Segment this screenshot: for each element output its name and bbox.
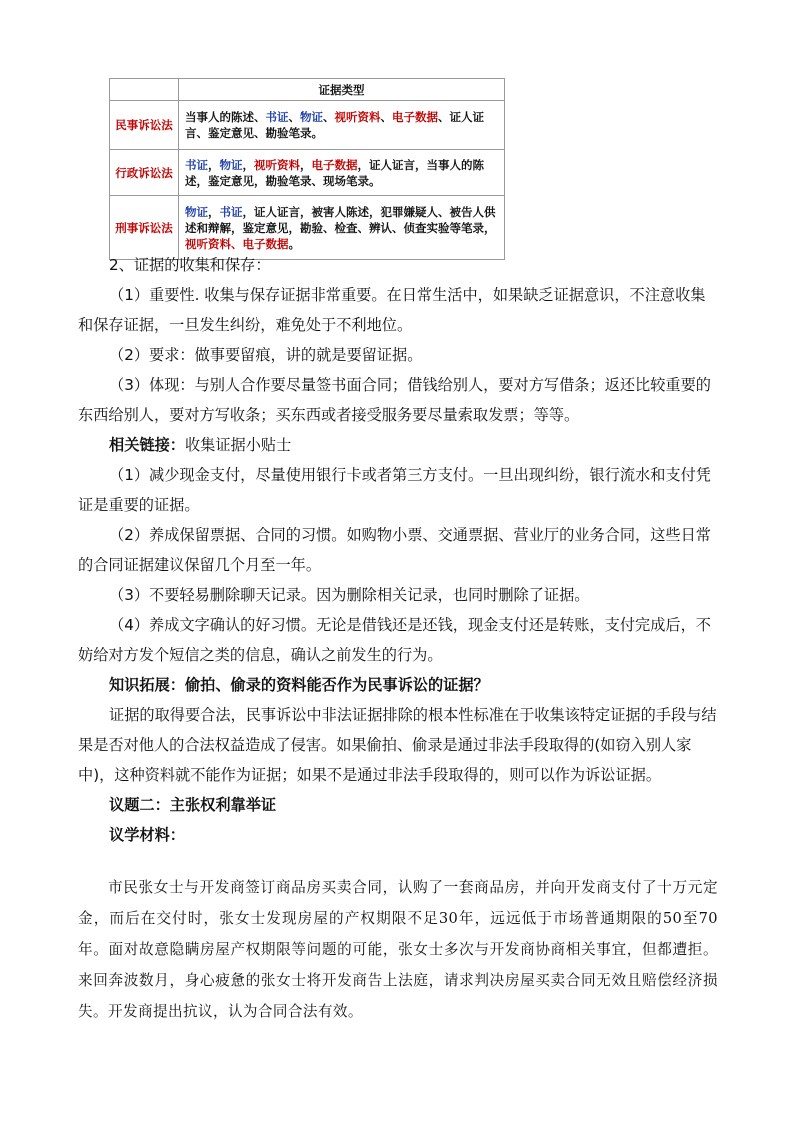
evidence-item-text: 电子数据 xyxy=(392,110,438,124)
law-administrative: 行政诉讼法 xyxy=(110,150,179,196)
evidence-item-text: 书证 xyxy=(265,110,289,124)
table-header: 证据类型 xyxy=(179,79,505,101)
evidence-item-text: 。 xyxy=(288,236,300,251)
evidence-item-text: 物证 xyxy=(219,157,243,172)
evidence-item-text: ， xyxy=(208,157,220,172)
evidence-item-text: ，证人证言，当事人的陈述，鉴定意见，勘验笔录、现场笔录。 xyxy=(185,157,484,188)
tip-item: （1）减少现金支付，尽量使用银行卡或者第三方支付。一旦出现纠纷，银行流水和支付凭证是重要的证据。 xyxy=(78,466,711,514)
evidence-item-text: 、 xyxy=(380,110,392,124)
evidence-item-text: 视听资料 xyxy=(334,110,381,124)
knowledge-expand-label: 知识拓展： xyxy=(109,676,185,694)
evidence-item-text: 视听资料、电子数据 xyxy=(185,236,289,251)
tip-item: （3）不要轻易删除聊天记录。因为删除相关记录，也同时删除了证据。 xyxy=(109,586,590,604)
evidence-item-text: 书证 xyxy=(219,204,243,219)
evidence-item-text: ， xyxy=(208,204,220,219)
study-material-text: 市民张女士与开发商签订商品房买卖合同，认购了一套商品房，并向开发商支付了十万元定金，而后在交付时，张女士发现房屋的产权期限不足30年，远远低于市场普通期限的50至70年。面对故意隐瞒房屋产权期限等问题的可能，张女士多次与开发商协商相关事宜，但都遭拒。来回奔波数月，身心疲惫的张女士将开发商告上法庭，请求判决房屋买卖合同无效且赔偿经济损失。开发商提出抗议，认为合同合法有效。 xyxy=(78,879,718,1020)
evidence-item-text: ， xyxy=(300,157,312,172)
knowledge-expand-heading xyxy=(78,670,718,700)
evidence-type-table xyxy=(109,78,505,260)
table-corner-cell xyxy=(110,79,179,101)
law-criminal: 刑事诉讼法 xyxy=(110,196,179,260)
section2-heading: 2、证据的收集和保存： xyxy=(109,256,271,274)
section2-importance: （1）重要性. 收集与保存证据非常重要。在日常生活中，如果缺乏证据意识，不注意收集和保存证据，一旦发生纠纷，难免处于不利地位。 xyxy=(78,286,706,334)
law-civil: 民事诉讼法 xyxy=(110,101,179,150)
evidence-list-administrative xyxy=(179,150,505,196)
knowledge-expand-body: 证据的取得要合法，民事诉讼中非法证据排除的根本性标准在于收集该特定证据的手段与结果是否对他人的合法权益造成了侵害。如果偷拍、偷录是通过非法手段取得的(如窃入别人家中)，这种资料就不能作为证据；如果不是通过非法手段取得的，则可以作为诉讼证据。 xyxy=(78,706,717,784)
evidence-item-text: ，证人证言，被害人陈述，犯罪嫌疑人、被告人供述和辩解，鉴定意见，勘验、检查、辨认、侦查实验等笔录， xyxy=(185,204,496,235)
evidence-item-text: 、 xyxy=(288,110,300,124)
tip-item: （2）养成保留票据、合同的习惯。如购物小票、交通票据、营业厅的业务合同，这些日常的合同证据建议保留几个月至一年。 xyxy=(78,526,711,574)
evidence-item-text: 物证 xyxy=(300,110,323,124)
material-label: 议学材料： xyxy=(109,826,185,844)
evidence-item-text: 物证 xyxy=(185,204,208,219)
evidence-item-text: ， xyxy=(242,157,254,172)
evidence-list-civil xyxy=(179,101,505,150)
topic2-heading: 议题二：主张权利靠举证 xyxy=(109,796,277,814)
body-text xyxy=(78,250,718,850)
knowledge-expand-question: 偷拍、偷录的资料能否作为民事诉讼的证据？ xyxy=(184,676,489,694)
evidence-item-text: 书证 xyxy=(185,157,208,172)
related-link-heading xyxy=(78,430,718,460)
evidence-item-text: 、证人证言、鉴定意见、勘验笔录。 xyxy=(185,110,484,140)
study-material xyxy=(78,872,718,1027)
related-link-label: 相关链接： xyxy=(109,436,185,454)
tip-item: （4）养成文字确认的好习惯。无论是借钱还是还钱，现金支付还是转账，支付完成后，不妨给对方发个短信之类的信息，确认之前发生的行为。 xyxy=(78,616,711,664)
section2-requirement: （2）要求：做事要留痕，讲的就是要留证据。 xyxy=(109,346,423,364)
evidence-item-text: 视听资料 xyxy=(254,157,300,172)
evidence-item-text: 当事人的陈述、 xyxy=(185,110,266,124)
related-link-title: 收集证据小贴士 xyxy=(184,436,292,454)
evidence-item-text: 、 xyxy=(323,110,335,124)
evidence-item-text: 电子数据 xyxy=(311,157,358,172)
section2-manifestation: （3）体现：与别人合作要尽量签书面合同；借钱给别人，要对方写借条；返还比较重要的东西给别人，要对方写收条；买东西或者接受服务要尽量索取发票；等等。 xyxy=(78,376,711,424)
